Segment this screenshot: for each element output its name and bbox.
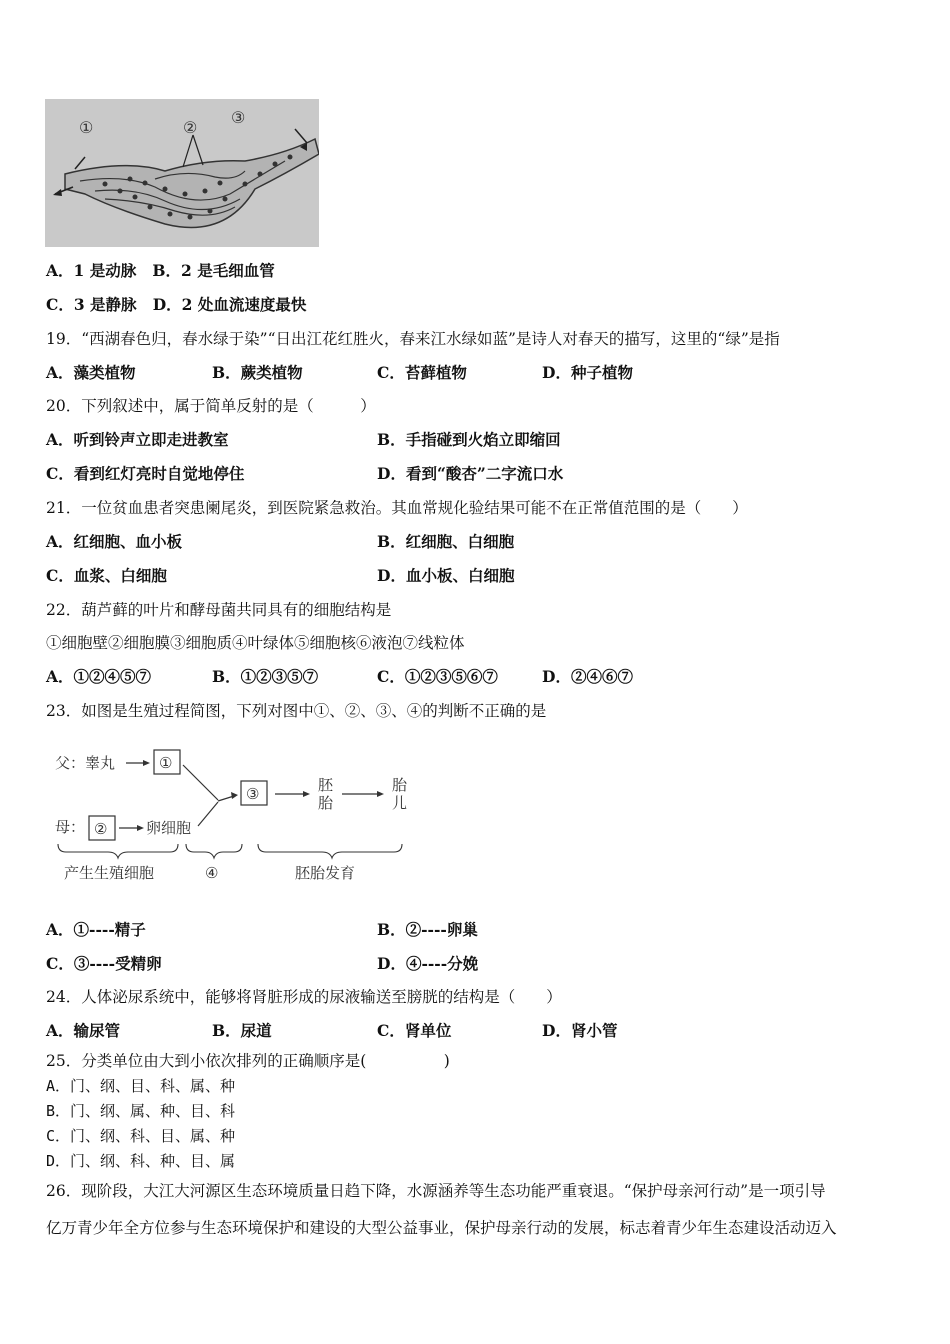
brace-2-label: ④ [205,864,219,882]
q20-stem: 20．下列叙述中，属于简单反射的是（ ） [46,397,376,415]
q18-options-row2 [46,295,306,315]
q24-option-d: D．肾小管 [542,1021,618,1040]
q22-structure-list: ①细胞壁②细胞膜③细胞质④叶绿体⑤细胞核⑥液泡⑦线粒体 [46,634,465,652]
blood-vessel-figure [45,99,319,247]
q19-stem: 19．“西湖春色归，春水绿于染”“日出江花红胜火，春来江水绿如蓝”是诗人对春天的描写，这里的“绿”是指 [46,330,780,348]
q25-option-b: B．门、纲、属、种、目、科 [46,1102,236,1120]
q20-option-b: B．手指碰到火焰立即缩回 [377,430,561,449]
q21-option-d: D．血小板、白细胞 [377,566,515,585]
q22-option-c: C．①②③⑤⑥⑦ [377,667,498,686]
q22-option-b: B．①②③⑤⑦ [212,667,319,686]
diagram-box-1-label: ① [159,754,173,772]
diagram-fetus-2: 儿 [392,794,408,812]
q25-option-d: D．门、纲、科、种、目、属 [46,1152,236,1170]
q18-options-row1 [46,261,275,281]
q19-option-c: C．苔藓植物 [377,363,467,382]
brace-2 [186,844,242,858]
q18-option-d: D．2 处血流速度最快 [152,295,307,314]
q24-option-a: A．输尿管 [46,1021,121,1040]
q19-option-d: D．种子植物 [542,363,633,382]
q23-stem: 23．如图是生殖过程简图，下列对图中①、②、③、④的判断不正确的是 [46,702,547,720]
figure-label-2: ② [183,118,198,137]
q18-option-b: B．2 是毛细血管 [152,261,275,280]
q23-option-c: C．③----受精卵 [46,954,162,973]
diagram-box-2-label: ② [94,820,108,838]
q23-option-d: D．④----分娩 [377,954,479,973]
q25-stem: 25．分类单位由大到小依次排列的正确顺序是( ) [46,1052,450,1070]
q24-option-b: B．尿道 [212,1021,272,1040]
brace-3-label: 胚胎发育 [295,864,356,882]
q19-option-a: A．藻类植物 [46,363,136,382]
brace-1-label: 产生生殖细胞 [64,864,155,882]
figure-label-3: ③ [231,108,246,127]
q20-option-c: C．看到红灯亮时自觉地停住 [46,464,245,483]
q21-stem: 21．一位贫血患者突患阑尾炎，到医院紧急救治。其血常规化验结果可能不在正常值范围的是（ ） [46,499,748,517]
q22-option-a: A．①②④⑤⑦ [46,667,152,686]
q25-option-c: C．门、纲、科、目、属、种 [46,1127,236,1145]
q20-option-d: D．看到“酸杏”二字流口水 [377,464,564,483]
diagram-embryo-1: 胚 [318,776,334,794]
q25-option-a: A．门、纲、目、科、属、种 [46,1077,236,1095]
q21-option-a: A．红细胞、血小板 [46,532,183,551]
q18-option-a: A．1 是动脉 [46,261,137,280]
q20-option-a: A．听到铃声立即走进教室 [46,430,229,449]
diagram-mother-label: 母： [55,818,86,836]
reproduction-diagram [50,740,420,890]
diagram-box-3-label: ③ [246,785,260,803]
q18-option-c: C．3 是静脉 [46,295,137,314]
brace-1 [58,844,178,858]
diagram-egg-label: 卵细胞 [146,819,192,837]
q22-option-d: D．②④⑥⑦ [542,667,633,686]
figure-label-1: ① [79,118,94,137]
diagram-fetus-1: 胎 [392,776,408,794]
q21-option-c: C．血浆、白细胞 [46,566,167,585]
q24-stem: 24．人体泌尿系统中，能够将肾脏形成的尿液输送至膀胱的结构是（ ） [46,988,562,1006]
q26-line1: 26．现阶段，大江大河源区生态环境质量日趋下降，水源涵养等生态功能严重衰退。“保护母亲河行动”是一项引导 [46,1182,826,1200]
q23-option-a: A．①----精子 [46,920,146,939]
q26-line2: 亿万青少年全方位参与生态环境保护和建设的大型公益事业，保护母亲行动的发展，标志着青少年生态建设活动迈入 [46,1219,837,1237]
q22-stem: 22．葫芦藓的叶片和酵母菌共同具有的细胞结构是 [46,601,392,619]
diagram-embryo-2: 胎 [318,794,334,812]
q23-option-b: B．②----卵巢 [377,920,478,939]
q19-option-b: B．蕨类植物 [212,363,303,382]
brace-3 [258,844,402,858]
q21-option-b: B．红细胞、白细胞 [377,532,515,551]
q24-option-c: C．肾单位 [377,1021,452,1040]
diagram-father-label: 父：睾丸 [55,754,116,772]
